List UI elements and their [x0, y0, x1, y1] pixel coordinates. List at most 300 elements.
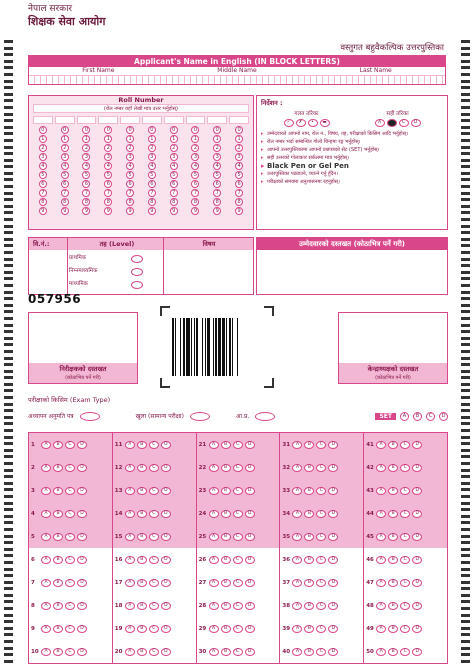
- answer-bubble[interactable]: A: [41, 533, 51, 541]
- roll-digit-bubble[interactable]: 5: [82, 171, 90, 179]
- answer-bubble[interactable]: A: [125, 510, 135, 518]
- answer-bubble[interactable]: B: [53, 556, 63, 564]
- answer-bubble[interactable]: D: [161, 464, 171, 472]
- roll-digit-box[interactable]: [186, 116, 206, 124]
- roll-digit-bubble[interactable]: 9: [104, 207, 112, 215]
- answer-bubble[interactable]: D: [77, 602, 87, 610]
- roll-digit-bubble[interactable]: 2: [213, 144, 221, 152]
- answer-bubble[interactable]: C: [400, 556, 410, 564]
- roll-digit-bubble[interactable]: 3: [82, 153, 90, 161]
- answer-bubble[interactable]: C: [149, 648, 159, 656]
- answer-bubble[interactable]: C: [65, 464, 75, 472]
- answer-bubble[interactable]: C: [400, 648, 410, 656]
- roll-digit-bubble[interactable]: 4: [82, 162, 90, 170]
- roll-digit-bubble[interactable]: 7: [148, 189, 156, 197]
- answer-bubble[interactable]: D: [328, 510, 338, 518]
- answer-bubble[interactable]: A: [376, 464, 386, 472]
- answer-bubble[interactable]: A: [209, 648, 219, 656]
- roll-digit-bubble[interactable]: 4: [148, 162, 156, 170]
- answer-bubble[interactable]: A: [41, 464, 51, 472]
- answer-bubble[interactable]: A: [292, 579, 302, 587]
- roll-digit-bubble[interactable]: 7: [235, 189, 243, 197]
- roll-digit-bubble[interactable]: 0: [213, 126, 221, 134]
- answer-bubble[interactable]: C: [149, 533, 159, 541]
- roll-digit-bubble[interactable]: 2: [235, 144, 243, 152]
- roll-digit-bubble[interactable]: 7: [126, 189, 134, 197]
- answer-bubble[interactable]: D: [412, 556, 422, 564]
- roll-digit-bubble[interactable]: 9: [191, 207, 199, 215]
- roll-digit-bubble[interactable]: 4: [61, 162, 69, 170]
- answer-bubble[interactable]: C: [149, 441, 159, 449]
- roll-digit-bubble[interactable]: 3: [213, 153, 221, 161]
- roll-digit-bubble[interactable]: 1: [148, 135, 156, 143]
- answer-bubble[interactable]: C: [65, 487, 75, 495]
- answer-bubble[interactable]: C: [65, 625, 75, 633]
- answer-bubble[interactable]: D: [77, 625, 87, 633]
- answer-bubble[interactable]: D: [77, 556, 87, 564]
- answer-bubble[interactable]: A: [292, 533, 302, 541]
- answer-bubble[interactable]: A: [376, 441, 386, 449]
- answer-bubble[interactable]: C: [65, 556, 75, 564]
- answer-bubble[interactable]: D: [161, 648, 171, 656]
- answer-bubble[interactable]: C: [400, 441, 410, 449]
- answer-bubble[interactable]: D: [412, 441, 422, 449]
- answer-bubble[interactable]: D: [412, 625, 422, 633]
- answer-bubble[interactable]: C: [316, 464, 326, 472]
- answer-bubble[interactable]: D: [245, 510, 255, 518]
- answer-bubble[interactable]: B: [221, 602, 231, 610]
- answer-bubble[interactable]: C: [65, 533, 75, 541]
- roll-digit-bubble[interactable]: 6: [104, 180, 112, 188]
- answer-bubble[interactable]: D: [245, 625, 255, 633]
- answer-bubble[interactable]: B: [304, 556, 314, 564]
- answer-bubble[interactable]: A: [209, 487, 219, 495]
- roll-digit-box[interactable]: [142, 116, 162, 124]
- roll-digit-bubble[interactable]: 9: [170, 207, 178, 215]
- roll-digit-bubble[interactable]: 9: [82, 207, 90, 215]
- roll-digit-bubble[interactable]: 3: [235, 153, 243, 161]
- answer-bubble[interactable]: D: [245, 648, 255, 656]
- answer-bubble[interactable]: A: [376, 602, 386, 610]
- answer-bubble[interactable]: D: [77, 487, 87, 495]
- answer-bubble[interactable]: D: [77, 533, 87, 541]
- answer-bubble[interactable]: C: [65, 579, 75, 587]
- roll-digit-bubble[interactable]: 0: [191, 126, 199, 134]
- answer-bubble[interactable]: A: [209, 510, 219, 518]
- answer-bubble[interactable]: A: [41, 602, 51, 610]
- answer-bubble[interactable]: D: [77, 648, 87, 656]
- roll-digit-bubble[interactable]: 8: [39, 198, 47, 206]
- answer-bubble[interactable]: B: [304, 648, 314, 656]
- answer-bubble[interactable]: A: [376, 556, 386, 564]
- answer-bubble[interactable]: D: [412, 510, 422, 518]
- answer-bubble[interactable]: D: [245, 579, 255, 587]
- roll-digit-box[interactable]: [33, 116, 53, 124]
- roll-digit-bubble[interactable]: 5: [170, 171, 178, 179]
- roll-digit-bubble[interactable]: 6: [148, 180, 156, 188]
- roll-digit-box[interactable]: [77, 116, 97, 124]
- roll-digit-bubble[interactable]: 1: [39, 135, 47, 143]
- roll-digit-bubble[interactable]: 5: [104, 171, 112, 179]
- roll-digit-bubble[interactable]: 1: [213, 135, 221, 143]
- answer-bubble[interactable]: B: [53, 464, 63, 472]
- roll-digit-bubble[interactable]: 1: [104, 135, 112, 143]
- roll-digit-bubble[interactable]: 6: [213, 180, 221, 188]
- answer-bubble[interactable]: B: [53, 648, 63, 656]
- answer-bubble[interactable]: B: [388, 625, 398, 633]
- roll-digit-bubble[interactable]: 9: [126, 207, 134, 215]
- answer-bubble[interactable]: D: [77, 510, 87, 518]
- roll-digit-bubble[interactable]: 4: [213, 162, 221, 170]
- answer-bubble[interactable]: D: [412, 602, 422, 610]
- answer-bubble[interactable]: B: [137, 556, 147, 564]
- answer-bubble[interactable]: B: [388, 464, 398, 472]
- answer-bubble[interactable]: A: [292, 625, 302, 633]
- answer-bubble[interactable]: A: [376, 510, 386, 518]
- answer-bubble[interactable]: C: [149, 487, 159, 495]
- set-option-bubble[interactable]: D: [439, 412, 448, 421]
- answer-bubble[interactable]: D: [328, 441, 338, 449]
- roll-digit-bubble[interactable]: 4: [170, 162, 178, 170]
- answer-bubble[interactable]: B: [304, 510, 314, 518]
- answer-bubble[interactable]: D: [245, 556, 255, 564]
- answer-bubble[interactable]: A: [125, 533, 135, 541]
- answer-bubble[interactable]: D: [328, 625, 338, 633]
- roll-digit-bubble[interactable]: 8: [104, 198, 112, 206]
- answer-bubble[interactable]: C: [316, 579, 326, 587]
- answer-bubble[interactable]: D: [412, 648, 422, 656]
- set-option-bubble[interactable]: C: [426, 412, 435, 421]
- roll-digit-bubble[interactable]: 0: [82, 126, 90, 134]
- answer-bubble[interactable]: B: [221, 510, 231, 518]
- roll-digit-bubble[interactable]: 8: [170, 198, 178, 206]
- answer-bubble[interactable]: A: [125, 487, 135, 495]
- roll-digit-bubble[interactable]: 6: [61, 180, 69, 188]
- answer-bubble[interactable]: D: [77, 441, 87, 449]
- answer-bubble[interactable]: B: [304, 487, 314, 495]
- answer-bubble[interactable]: D: [161, 510, 171, 518]
- answer-bubble[interactable]: B: [304, 533, 314, 541]
- answer-bubble[interactable]: A: [125, 648, 135, 656]
- roll-digit-bubble[interactable]: 7: [213, 189, 221, 197]
- answer-bubble[interactable]: A: [376, 625, 386, 633]
- roll-digit-bubble[interactable]: 7: [82, 189, 90, 197]
- answer-bubble[interactable]: A: [292, 441, 302, 449]
- roll-digit-bubble[interactable]: 2: [82, 144, 90, 152]
- answer-bubble[interactable]: A: [209, 579, 219, 587]
- answer-bubble[interactable]: C: [233, 556, 243, 564]
- roll-digit-box[interactable]: [207, 116, 227, 124]
- roll-digit-bubble[interactable]: 2: [148, 144, 156, 152]
- exam-opt3-bubble[interactable]: [255, 412, 275, 421]
- answer-bubble[interactable]: A: [41, 625, 51, 633]
- roll-digit-bubble[interactable]: 4: [235, 162, 243, 170]
- roll-digit-bubble[interactable]: 4: [191, 162, 199, 170]
- answer-bubble[interactable]: D: [245, 464, 255, 472]
- answer-bubble[interactable]: C: [400, 533, 410, 541]
- answer-bubble[interactable]: C: [149, 579, 159, 587]
- answer-bubble[interactable]: D: [161, 579, 171, 587]
- answer-bubble[interactable]: C: [233, 579, 243, 587]
- answer-bubble[interactable]: B: [221, 464, 231, 472]
- name-letter-cells[interactable]: [29, 75, 445, 84]
- answer-bubble[interactable]: C: [65, 441, 75, 449]
- answer-bubble[interactable]: A: [209, 533, 219, 541]
- answer-bubble[interactable]: A: [41, 510, 51, 518]
- roll-digit-bubble[interactable]: 0: [170, 126, 178, 134]
- answer-bubble[interactable]: C: [316, 533, 326, 541]
- answer-bubble[interactable]: D: [161, 602, 171, 610]
- answer-bubble[interactable]: A: [209, 602, 219, 610]
- answer-bubble[interactable]: B: [221, 441, 231, 449]
- answer-bubble[interactable]: A: [209, 464, 219, 472]
- answer-bubble[interactable]: A: [41, 579, 51, 587]
- roll-digit-bubble[interactable]: 8: [235, 198, 243, 206]
- answer-bubble[interactable]: B: [53, 510, 63, 518]
- answer-bubble[interactable]: A: [376, 579, 386, 587]
- roll-digit-bubble[interactable]: 4: [104, 162, 112, 170]
- roll-digit-bubble[interactable]: 3: [170, 153, 178, 161]
- answer-bubble[interactable]: C: [316, 441, 326, 449]
- answer-bubble[interactable]: D: [328, 579, 338, 587]
- answer-bubble[interactable]: D: [245, 441, 255, 449]
- roll-digit-bubble[interactable]: 9: [148, 207, 156, 215]
- answer-bubble[interactable]: D: [161, 533, 171, 541]
- roll-digit-bubble[interactable]: 2: [39, 144, 47, 152]
- answer-bubble[interactable]: A: [292, 602, 302, 610]
- answer-bubble[interactable]: B: [53, 441, 63, 449]
- answer-bubble[interactable]: C: [400, 625, 410, 633]
- answer-bubble[interactable]: B: [53, 625, 63, 633]
- answer-bubble[interactable]: C: [149, 464, 159, 472]
- answer-bubble[interactable]: B: [304, 579, 314, 587]
- answer-bubble[interactable]: D: [245, 602, 255, 610]
- roll-digit-bubble[interactable]: 0: [126, 126, 134, 134]
- roll-digit-bubble[interactable]: 3: [148, 153, 156, 161]
- roll-digit-bubble[interactable]: 6: [126, 180, 134, 188]
- answer-bubble[interactable]: D: [412, 487, 422, 495]
- roll-digit-bubble[interactable]: 2: [104, 144, 112, 152]
- answer-bubble[interactable]: A: [292, 464, 302, 472]
- answer-bubble[interactable]: B: [221, 487, 231, 495]
- answer-bubble[interactable]: D: [412, 533, 422, 541]
- roll-digit-bubble[interactable]: 0: [148, 126, 156, 134]
- answer-bubble[interactable]: B: [388, 602, 398, 610]
- answer-bubble[interactable]: C: [149, 602, 159, 610]
- answer-bubble[interactable]: C: [65, 510, 75, 518]
- roll-digit-bubble[interactable]: 5: [61, 171, 69, 179]
- roll-digit-bubble[interactable]: 6: [170, 180, 178, 188]
- roll-digit-bubble[interactable]: 7: [61, 189, 69, 197]
- roll-digit-bubble[interactable]: 1: [170, 135, 178, 143]
- roll-digit-bubble[interactable]: 6: [191, 180, 199, 188]
- answer-bubble[interactable]: C: [233, 510, 243, 518]
- roll-digit-bubble[interactable]: 0: [39, 126, 47, 134]
- roll-digit-bubble[interactable]: 8: [191, 198, 199, 206]
- answer-bubble[interactable]: C: [149, 625, 159, 633]
- answer-bubble[interactable]: B: [388, 648, 398, 656]
- level-option-bubble[interactable]: [131, 255, 143, 263]
- answer-bubble[interactable]: B: [388, 556, 398, 564]
- roll-digit-bubble[interactable]: 5: [148, 171, 156, 179]
- roll-digit-bubble[interactable]: 2: [126, 144, 134, 152]
- roll-digit-bubble[interactable]: 0: [61, 126, 69, 134]
- answer-bubble[interactable]: C: [65, 602, 75, 610]
- answer-bubble[interactable]: B: [304, 441, 314, 449]
- invigilator-signature-box[interactable]: [28, 312, 138, 384]
- answer-bubble[interactable]: B: [388, 533, 398, 541]
- answer-bubble[interactable]: B: [53, 602, 63, 610]
- answer-bubble[interactable]: C: [233, 441, 243, 449]
- answer-bubble[interactable]: B: [137, 510, 147, 518]
- answer-bubble[interactable]: A: [41, 441, 51, 449]
- roll-digit-box[interactable]: [120, 116, 140, 124]
- roll-digit-bubble[interactable]: 5: [39, 171, 47, 179]
- roll-digit-bubble[interactable]: 1: [61, 135, 69, 143]
- answer-bubble[interactable]: A: [376, 487, 386, 495]
- roll-digit-bubble[interactable]: 1: [235, 135, 243, 143]
- answer-bubble[interactable]: D: [412, 579, 422, 587]
- answer-bubble[interactable]: B: [221, 625, 231, 633]
- answer-bubble[interactable]: C: [316, 602, 326, 610]
- answer-bubble[interactable]: C: [316, 648, 326, 656]
- answer-bubble[interactable]: B: [137, 533, 147, 541]
- answer-bubble[interactable]: C: [233, 625, 243, 633]
- answer-bubble[interactable]: C: [233, 487, 243, 495]
- answer-bubble[interactable]: A: [41, 556, 51, 564]
- answer-bubble[interactable]: D: [77, 464, 87, 472]
- roll-digit-bubble[interactable]: 8: [126, 198, 134, 206]
- answer-bubble[interactable]: C: [400, 579, 410, 587]
- roll-digit-bubble[interactable]: 0: [235, 126, 243, 134]
- answer-bubble[interactable]: A: [125, 579, 135, 587]
- answer-bubble[interactable]: C: [316, 625, 326, 633]
- answer-bubble[interactable]: C: [233, 602, 243, 610]
- answer-bubble[interactable]: C: [233, 648, 243, 656]
- roll-digit-bubble[interactable]: 5: [235, 171, 243, 179]
- answer-bubble[interactable]: A: [125, 464, 135, 472]
- answer-bubble[interactable]: B: [304, 602, 314, 610]
- answer-bubble[interactable]: C: [149, 556, 159, 564]
- roll-digit-bubble[interactable]: 3: [126, 153, 134, 161]
- exam-opt1-bubble[interactable]: [80, 412, 100, 421]
- answer-bubble[interactable]: A: [209, 625, 219, 633]
- answer-bubble[interactable]: A: [292, 487, 302, 495]
- answer-bubble[interactable]: D: [328, 487, 338, 495]
- answer-bubble[interactable]: B: [137, 487, 147, 495]
- roll-digit-bubble[interactable]: 3: [39, 153, 47, 161]
- answer-bubble[interactable]: D: [412, 464, 422, 472]
- roll-digit-bubble[interactable]: 6: [235, 180, 243, 188]
- answer-bubble[interactable]: A: [376, 533, 386, 541]
- answer-bubble[interactable]: C: [400, 487, 410, 495]
- roll-digit-bubble[interactable]: 7: [191, 189, 199, 197]
- answer-bubble[interactable]: D: [328, 602, 338, 610]
- answer-bubble[interactable]: B: [388, 487, 398, 495]
- answer-bubble[interactable]: A: [125, 625, 135, 633]
- roll-digit-box[interactable]: [98, 116, 118, 124]
- answer-bubble[interactable]: A: [41, 487, 51, 495]
- roll-digit-bubble[interactable]: 9: [235, 207, 243, 215]
- roll-digit-bubble[interactable]: 5: [213, 171, 221, 179]
- roll-number-write-boxes[interactable]: [33, 116, 249, 124]
- roll-digit-bubble[interactable]: 4: [126, 162, 134, 170]
- answer-bubble[interactable]: A: [292, 510, 302, 518]
- roll-digit-box[interactable]: [229, 116, 249, 124]
- roll-digit-bubble[interactable]: 8: [213, 198, 221, 206]
- set-option-bubble[interactable]: A: [400, 412, 409, 421]
- answer-bubble[interactable]: A: [376, 648, 386, 656]
- set-option-bubble[interactable]: B: [413, 412, 422, 421]
- answer-bubble[interactable]: A: [41, 648, 51, 656]
- exam-opt2-bubble[interactable]: [190, 412, 210, 421]
- answer-bubble[interactable]: D: [328, 533, 338, 541]
- answer-bubble[interactable]: C: [400, 602, 410, 610]
- roll-digit-bubble[interactable]: 0: [104, 126, 112, 134]
- answer-bubble[interactable]: B: [53, 487, 63, 495]
- roll-digit-bubble[interactable]: 4: [39, 162, 47, 170]
- roll-digit-bubble[interactable]: 6: [82, 180, 90, 188]
- roll-digit-bubble[interactable]: 1: [191, 135, 199, 143]
- roll-digit-bubble[interactable]: 1: [82, 135, 90, 143]
- roll-digit-bubble[interactable]: 8: [82, 198, 90, 206]
- roll-digit-box[interactable]: [55, 116, 75, 124]
- answer-bubble[interactable]: C: [316, 556, 326, 564]
- centre-chief-signature-box[interactable]: [338, 312, 448, 384]
- answer-bubble[interactable]: B: [388, 510, 398, 518]
- roll-digit-bubble[interactable]: 3: [191, 153, 199, 161]
- candidate-signature-box[interactable]: [256, 237, 448, 295]
- roll-digit-bubble[interactable]: 3: [61, 153, 69, 161]
- answer-bubble[interactable]: A: [125, 602, 135, 610]
- answer-bubble[interactable]: A: [125, 441, 135, 449]
- answer-bubble[interactable]: B: [137, 648, 147, 656]
- answer-bubble[interactable]: D: [328, 556, 338, 564]
- answer-bubble[interactable]: C: [65, 648, 75, 656]
- answer-bubble[interactable]: B: [221, 579, 231, 587]
- roll-digit-bubble[interactable]: 7: [104, 189, 112, 197]
- answer-bubble[interactable]: C: [149, 510, 159, 518]
- roll-digit-bubble[interactable]: 1: [126, 135, 134, 143]
- answer-bubble[interactable]: B: [137, 464, 147, 472]
- roll-digit-bubble[interactable]: 5: [126, 171, 134, 179]
- answer-bubble[interactable]: D: [245, 487, 255, 495]
- answer-bubble[interactable]: C: [400, 464, 410, 472]
- answer-bubble[interactable]: B: [221, 533, 231, 541]
- answer-bubble[interactable]: B: [304, 625, 314, 633]
- answer-bubble[interactable]: C: [400, 510, 410, 518]
- answer-bubble[interactable]: D: [161, 556, 171, 564]
- roll-digit-bubble[interactable]: 6: [39, 180, 47, 188]
- answer-bubble[interactable]: C: [233, 464, 243, 472]
- answer-bubble[interactable]: A: [292, 556, 302, 564]
- answer-bubble[interactable]: D: [161, 441, 171, 449]
- level-option-bubble[interactable]: [131, 268, 143, 276]
- roll-digit-box[interactable]: [164, 116, 184, 124]
- answer-bubble[interactable]: A: [125, 556, 135, 564]
- roll-digit-bubble[interactable]: 3: [104, 153, 112, 161]
- roll-digit-bubble[interactable]: 2: [170, 144, 178, 152]
- answer-bubble[interactable]: B: [388, 441, 398, 449]
- answer-bubble[interactable]: D: [328, 464, 338, 472]
- answer-bubble[interactable]: D: [245, 533, 255, 541]
- roll-digit-bubble[interactable]: 9: [39, 207, 47, 215]
- roll-digit-bubble[interactable]: 8: [61, 198, 69, 206]
- roll-digit-bubble[interactable]: 9: [213, 207, 221, 215]
- answer-bubble[interactable]: A: [292, 648, 302, 656]
- roll-digit-bubble[interactable]: 2: [191, 144, 199, 152]
- answer-bubble[interactable]: B: [137, 602, 147, 610]
